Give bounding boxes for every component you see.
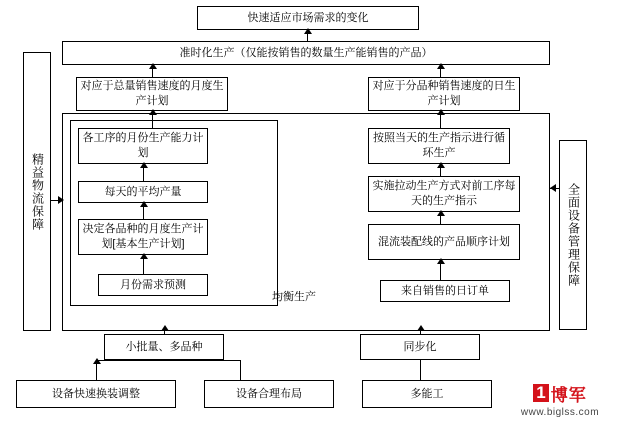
- connector-bottom-row-1: [240, 360, 241, 380]
- arrow-left-3: [140, 253, 148, 259]
- bottom-row-0: 设备快速换装调整: [16, 380, 176, 408]
- arrow-right-1: [437, 162, 445, 168]
- arrow-left-pillar: [58, 196, 64, 204]
- right-item-1: 按照当天的生产指示进行循环生产: [368, 128, 510, 164]
- top-goal-box: 快速适应市场需求的变化: [197, 6, 419, 30]
- center-label: 均衡生产: [272, 291, 316, 303]
- arrow-right-2: [437, 210, 445, 216]
- jit-production-box: 准时化生产（仅能按销售的数量生产能销售的产品）: [62, 41, 550, 65]
- watermark: [504, 379, 616, 419]
- connector-bottom-row-2: [420, 360, 421, 380]
- left-item-1: 各工序的月份生产能力计划: [78, 128, 208, 164]
- bottom-row-1: 设备合理布局: [204, 380, 334, 408]
- left-item-2: 每天的平均产量: [78, 181, 208, 203]
- right-item-4: 来自销售的日订单: [380, 280, 510, 302]
- arrow-right-pillar: [550, 184, 556, 192]
- connector-bottom-row-0b: [96, 360, 164, 361]
- left-item-0: 对应于总量销售速度的月度生产计划: [76, 77, 228, 111]
- arrow-left-0: [149, 109, 157, 115]
- arrow-left-top: [149, 63, 157, 69]
- arrow-right-3: [437, 258, 445, 264]
- watermark-logo: [533, 381, 586, 406]
- arrow-top-goal: [304, 28, 312, 34]
- right-pillar-box: 全面设备管理保障: [559, 140, 587, 330]
- right-item-2: 实施拉动生产方式对前工序每天的生产指示: [368, 176, 520, 212]
- right-item-3: 混流装配线的产品顺序计划: [368, 224, 520, 260]
- bottom-mid-1: 同步化: [360, 334, 480, 360]
- watermark-badge: 1: [533, 384, 548, 403]
- arrow-right-top: [437, 63, 445, 69]
- arrow-bottom-mid-0: [161, 325, 169, 331]
- arrow-left-2: [140, 201, 148, 207]
- bottom-mid-0: 小批量、多品种: [104, 334, 224, 360]
- arrow-bottom-mid-1: [417, 325, 425, 331]
- arrow-left-1: [140, 162, 148, 168]
- connector-bottom-mid-0: [164, 331, 165, 334]
- watermark-name: 博军: [550, 385, 587, 405]
- arrow-bottom-row-0: [93, 358, 101, 364]
- left-item-3: 决定各品种的月度生产计划[基本生产计划]: [78, 219, 208, 255]
- connector-bottom-mid-1: [420, 331, 421, 334]
- connector-bottom-row-1b: [164, 360, 241, 361]
- right-item-0: 对应于分品种销售速度的日生产计划: [368, 77, 520, 111]
- bottom-row-2: 多能工: [362, 380, 492, 408]
- left-pillar-box: 精益物流保障: [23, 52, 51, 331]
- watermark-url: www.biglss.com: [520, 406, 600, 418]
- left-item-4: 月份需求预测: [98, 274, 208, 296]
- arrow-right-0: [437, 109, 445, 115]
